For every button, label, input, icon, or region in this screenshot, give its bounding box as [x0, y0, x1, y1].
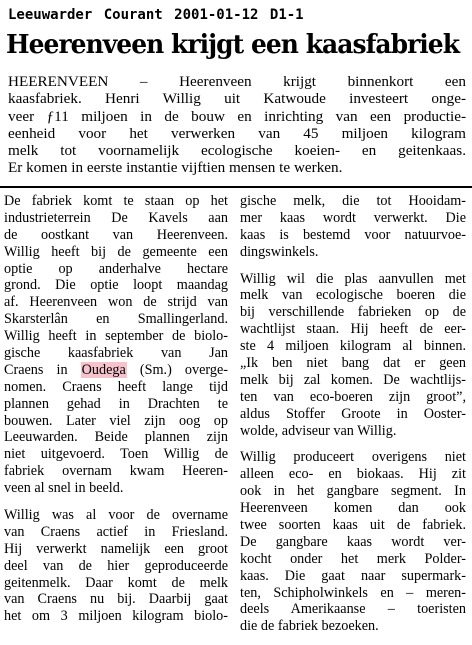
text-line: ook in het gangbare segment. In — [240, 483, 466, 500]
article-column-left — [4, 193, 228, 635]
lead-line: kaasfabriek. Henri Willig uit Katwoude investeert onge- — [8, 90, 466, 108]
article-paragraph — [4, 507, 228, 625]
text-line: kaas is bestemd voor natuurvoe- — [240, 226, 466, 243]
text-line: De fabriek komt te staan op het — [4, 193, 228, 209]
masthead-paper: Leeuwarder Courant — [8, 7, 163, 23]
text-line: nomen. Craens heeft lange tijd — [4, 378, 228, 395]
text-line: van Craens actief in Friesland. — [4, 523, 228, 540]
text-line: Willig was al voor de overname — [4, 507, 228, 524]
text-line: af. Heerenveen won de strijd van — [4, 294, 228, 311]
text-line: die de fabriek bezoeken. — [240, 618, 379, 635]
article-paragraph — [4, 193, 228, 497]
text-fragment: (Sm.) overge- — [139, 361, 228, 378]
lead-line: veer ƒ11 miljoen in de bouw en inrichting van een productie- — [8, 107, 466, 125]
text-line: fabriek overnam kwam Heeren- — [4, 463, 228, 480]
text-line: Leeuwarden. Beide plannen zijn — [4, 429, 228, 446]
masthead — [8, 7, 304, 23]
text-line: optie op anderhalve hectare — [4, 260, 228, 277]
lead-line: eenheid voor het verwerken van 45 miljoen kilogram — [8, 124, 466, 142]
text-line: deels Amerikaanse – toeristen — [240, 601, 466, 618]
text-line: Skarsterlân en Smallingerland. — [4, 311, 228, 328]
article-paragraph — [240, 193, 466, 261]
text-line: bij verschillende fabrieken op de — [240, 304, 466, 321]
text-line: Willig produceert overigens niet — [240, 449, 466, 466]
text-line: gische melk, die tot Hooidam- — [240, 193, 466, 209]
text-line: industrieterrein De Kavels aan — [4, 209, 228, 226]
text-line: dingswinkels. — [240, 243, 319, 260]
text-line: melk van ecologische boeren die — [240, 287, 466, 304]
text-line: Willig wil die plas aanvullen met — [240, 270, 466, 287]
text-line: wachtlijst staan. Hij heeft de eer- — [240, 321, 466, 338]
headline: Heerenveen krijgt een kaasfabriek — [6, 30, 460, 60]
text-line: van Craens nu bij. Daarbij gaat — [4, 591, 228, 608]
text-line: kocht onder het merk Polder- — [240, 550, 466, 567]
text-line: Hij verwerkt namelijk een groot — [4, 540, 228, 557]
text-line: alleen eco- en biokaas. Hij zit — [240, 466, 466, 483]
article-paragraph — [240, 449, 466, 635]
article-paragraph — [240, 271, 466, 440]
text-line: ste 4 miljoen kilogram al binnen. — [240, 338, 466, 355]
highlighted-place-name: Oudega — [81, 361, 126, 378]
lead-line: melk tot voornamelijk ecologische koeien- en geitenkaas. — [8, 142, 466, 160]
lead-line: Er komen in eerste instantie vijftien mensen te werken. — [8, 159, 343, 177]
text-line: bouwen. Later viel zijn oog op — [4, 412, 228, 429]
text-line: melk bij zal komen. De wachtlijs- — [240, 371, 466, 388]
text-line: het om 3 miljoen kilogram biolo- — [4, 608, 228, 625]
masthead-page: D1-1 — [269, 7, 304, 23]
text-line: grond. Die optie loopt maandag — [4, 277, 228, 294]
text-line: aldus Stoffer Groote in Ooster- — [240, 405, 466, 422]
text-line: gische kaasfabriek van Jan — [4, 345, 228, 362]
text-fragment: Craens in — [4, 361, 68, 378]
lead-line: HEERENVEEN – Heerenveen krijgt binnenkort een — [8, 73, 466, 90]
text-line: twee soorten kaas uit de fabriek. — [240, 517, 466, 534]
section-divider — [0, 186, 472, 188]
text-line: wolde, adviseur van Willig. — [240, 422, 397, 439]
lead-paragraph — [8, 73, 466, 177]
text-line: Willig heeft in september de biolo- — [4, 328, 228, 345]
text-line: niet uitgevoerd. Toen Willig de — [4, 446, 228, 463]
text-line: ten van eco-boeren zijn groot”, — [240, 388, 466, 405]
text-line-with-highlight — [4, 362, 228, 379]
text-line: de oostkant van Heerenveen. — [4, 226, 228, 243]
masthead-date: 2001-01-12 — [174, 7, 259, 23]
text-line: ten, Schipholwinkels en – meren- — [240, 584, 466, 601]
text-line: deel van de hier geproduceerde — [4, 557, 228, 574]
text-line: De gangbare kaas wordt ver- — [240, 533, 466, 550]
text-line: kaas. Die gaat naar supermark- — [240, 567, 466, 584]
text-line: veen al snel in beeld. — [4, 480, 124, 497]
text-line: geitenmelk. Daar komt de melk — [4, 574, 228, 591]
text-line: Willig heeft bij de gemeente een — [4, 243, 228, 260]
article-column-right — [240, 193, 466, 645]
text-line: mer kaas wordt verwerkt. Die — [240, 209, 466, 226]
text-line: Heerenveen komen dan ook — [240, 500, 466, 517]
text-line: „Ik ben niet bang dat er geen — [240, 355, 466, 372]
text-line: plannen gehad in Drachten te — [4, 395, 228, 412]
